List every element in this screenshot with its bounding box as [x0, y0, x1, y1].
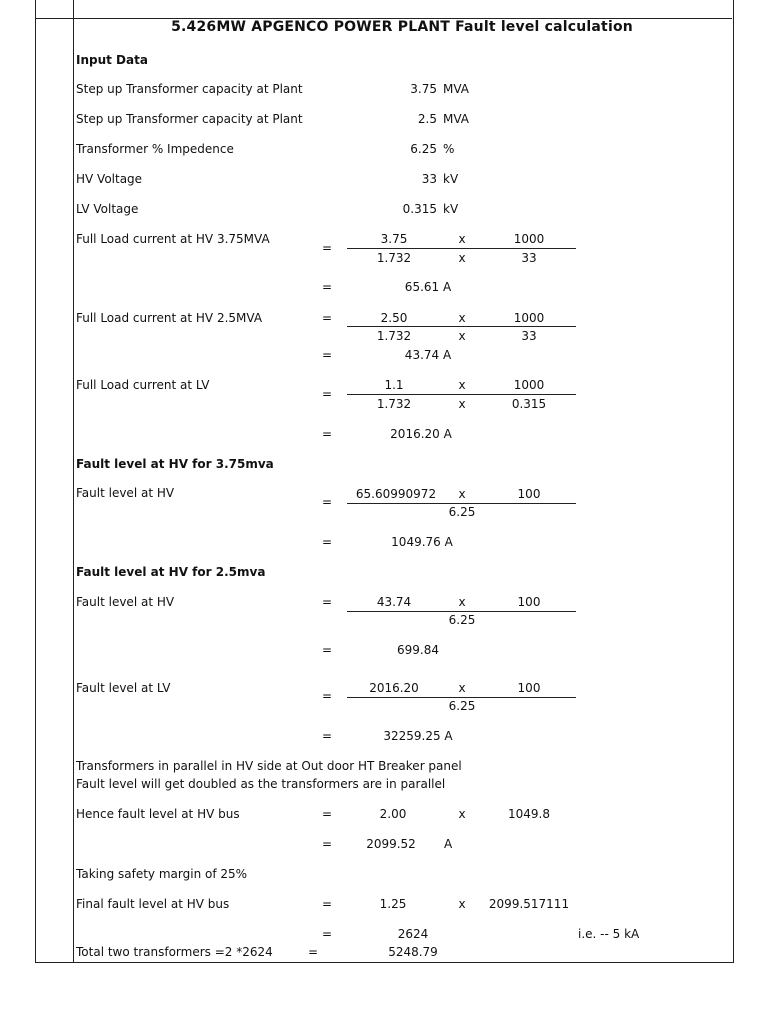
input-label: LV Voltage: [76, 202, 139, 216]
note-line: Transformers in parallel in HV side at Out door HT Breaker panel: [76, 759, 462, 773]
numerator-value: 2.50: [380, 311, 408, 325]
calc-label: Total two transformers =2 *2624: [76, 945, 273, 959]
denominator-value: 33: [521, 329, 537, 343]
calc-label: Full Load current at LV: [76, 378, 210, 392]
fraction-bar: [347, 394, 576, 395]
denominator-value: 1.732: [376, 397, 412, 411]
numerator-value: 43.74: [376, 595, 412, 609]
col-divider: [73, 18, 74, 962]
fraction-bar: [347, 326, 576, 327]
result-value: 2016.20 A: [390, 427, 452, 441]
input-value: 33: [421, 172, 437, 186]
equals-sign: =: [322, 311, 333, 325]
section-heading: Fault level at HV for 3.75mva: [76, 457, 274, 471]
equals-sign: =: [322, 897, 333, 911]
result-unit: A: [444, 837, 453, 851]
result-value: 65.61 A: [404, 280, 452, 294]
col-divider-top: [73, 0, 74, 18]
input-unit: %: [443, 142, 455, 156]
page-title: 5.426MW APGENCO POWER PLANT Fault level calculation: [171, 19, 633, 35]
result-value: 43.74 A: [404, 348, 452, 362]
numerator-value: 100: [517, 681, 541, 695]
result-note: i.e. -- 5 kA: [578, 927, 640, 941]
input-unit: kV: [443, 202, 459, 216]
input-unit: MVA: [443, 112, 470, 126]
equals-sign: =: [308, 945, 319, 959]
denominator-value: 6.25: [448, 699, 476, 713]
input-data-heading: Input Data: [76, 53, 148, 67]
input-value: 0.315: [402, 202, 437, 216]
times-sign: x: [458, 487, 466, 501]
denominator-value: 1.732: [376, 251, 412, 265]
denominator-value: 6.25: [448, 613, 476, 627]
denominator-value: 0.315: [511, 397, 547, 411]
times-sign: x: [458, 397, 466, 411]
equals-sign: =: [322, 807, 333, 821]
numerator-value: 1.1: [384, 378, 404, 392]
equals-sign: =: [322, 837, 333, 851]
result-value: 699.84: [397, 643, 439, 657]
note-line: Fault level will get doubled as the transformers are in parallel: [76, 777, 446, 791]
times-sign: x: [458, 329, 466, 343]
equals-sign: =: [322, 595, 333, 609]
result-value: 32259.25 A: [383, 729, 453, 743]
input-value: 2.5: [417, 112, 437, 126]
factor-value: 2.00: [379, 807, 407, 821]
input-label: HV Voltage: [76, 172, 143, 186]
fraction-bar: [347, 248, 576, 249]
equals-sign: =: [322, 427, 333, 441]
numerator-value: 100: [517, 487, 541, 501]
factor-value: 1049.8: [508, 807, 550, 821]
calc-label: Final fault level at HV bus: [76, 897, 230, 911]
input-label: Step up Transformer capacity at Plant: [76, 112, 303, 126]
numerator-value: 100: [517, 595, 541, 609]
equals-sign: =: [322, 643, 333, 657]
result-value: 2624: [397, 927, 429, 941]
section-heading: Fault level at HV for 2.5mva: [76, 565, 266, 579]
calc-label: Fault level at HV: [76, 486, 175, 500]
equals-sign: =: [322, 689, 333, 703]
input-unit: MVA: [443, 82, 470, 96]
input-value: 6.25: [410, 142, 437, 156]
times-sign: x: [458, 232, 466, 246]
numerator-value: 2016.20: [369, 681, 419, 695]
times-sign: x: [458, 807, 466, 821]
factor-value: 2099.517111: [488, 897, 570, 911]
factor-value: 1.25: [379, 897, 407, 911]
input-unit: kV: [443, 172, 459, 186]
denominator-value: 6.25: [448, 505, 476, 519]
numerator-value: 1000: [513, 232, 545, 246]
equals-sign: =: [322, 280, 333, 294]
calc-label: Full Load current at HV 2.5MVA: [76, 311, 263, 325]
calc-label: Fault level at HV: [76, 595, 175, 609]
numerator-value: 3.75: [380, 232, 408, 246]
denominator-value: 33: [521, 251, 537, 265]
equals-sign: =: [322, 241, 333, 255]
equals-sign: =: [322, 729, 333, 743]
equals-sign: =: [322, 927, 333, 941]
input-label: Step up Transformer capacity at Plant: [76, 82, 303, 96]
equals-sign: =: [322, 387, 333, 401]
result-value: 1049.76 A: [391, 535, 453, 549]
note-line: Taking safety margin of 25%: [76, 867, 248, 881]
equals-sign: =: [322, 348, 333, 362]
denominator-value: 1.732: [376, 329, 412, 343]
calc-label: Full Load current at HV 3.75MVA: [76, 232, 270, 246]
numerator-value: 1000: [513, 311, 545, 325]
equals-sign: =: [322, 495, 333, 509]
input-value: 3.75: [410, 82, 437, 96]
fraction-bar: [347, 503, 576, 504]
times-sign: x: [458, 595, 466, 609]
times-sign: x: [458, 251, 466, 265]
equals-sign: =: [322, 535, 333, 549]
result-value: 2099.52: [366, 837, 416, 851]
input-label: Transformer % Impedence: [76, 142, 234, 156]
numerator-value: 1000: [513, 378, 545, 392]
times-sign: x: [458, 681, 466, 695]
times-sign: x: [458, 378, 466, 392]
calc-label: Hence fault level at HV bus: [76, 807, 240, 821]
calc-label: Fault level at LV: [76, 681, 171, 695]
numerator-value: 65.60990972: [355, 487, 437, 501]
fraction-bar: [347, 697, 576, 698]
times-sign: x: [458, 311, 466, 325]
result-value: 5248.79: [388, 945, 438, 959]
times-sign: x: [458, 897, 466, 911]
fraction-bar: [347, 611, 576, 612]
